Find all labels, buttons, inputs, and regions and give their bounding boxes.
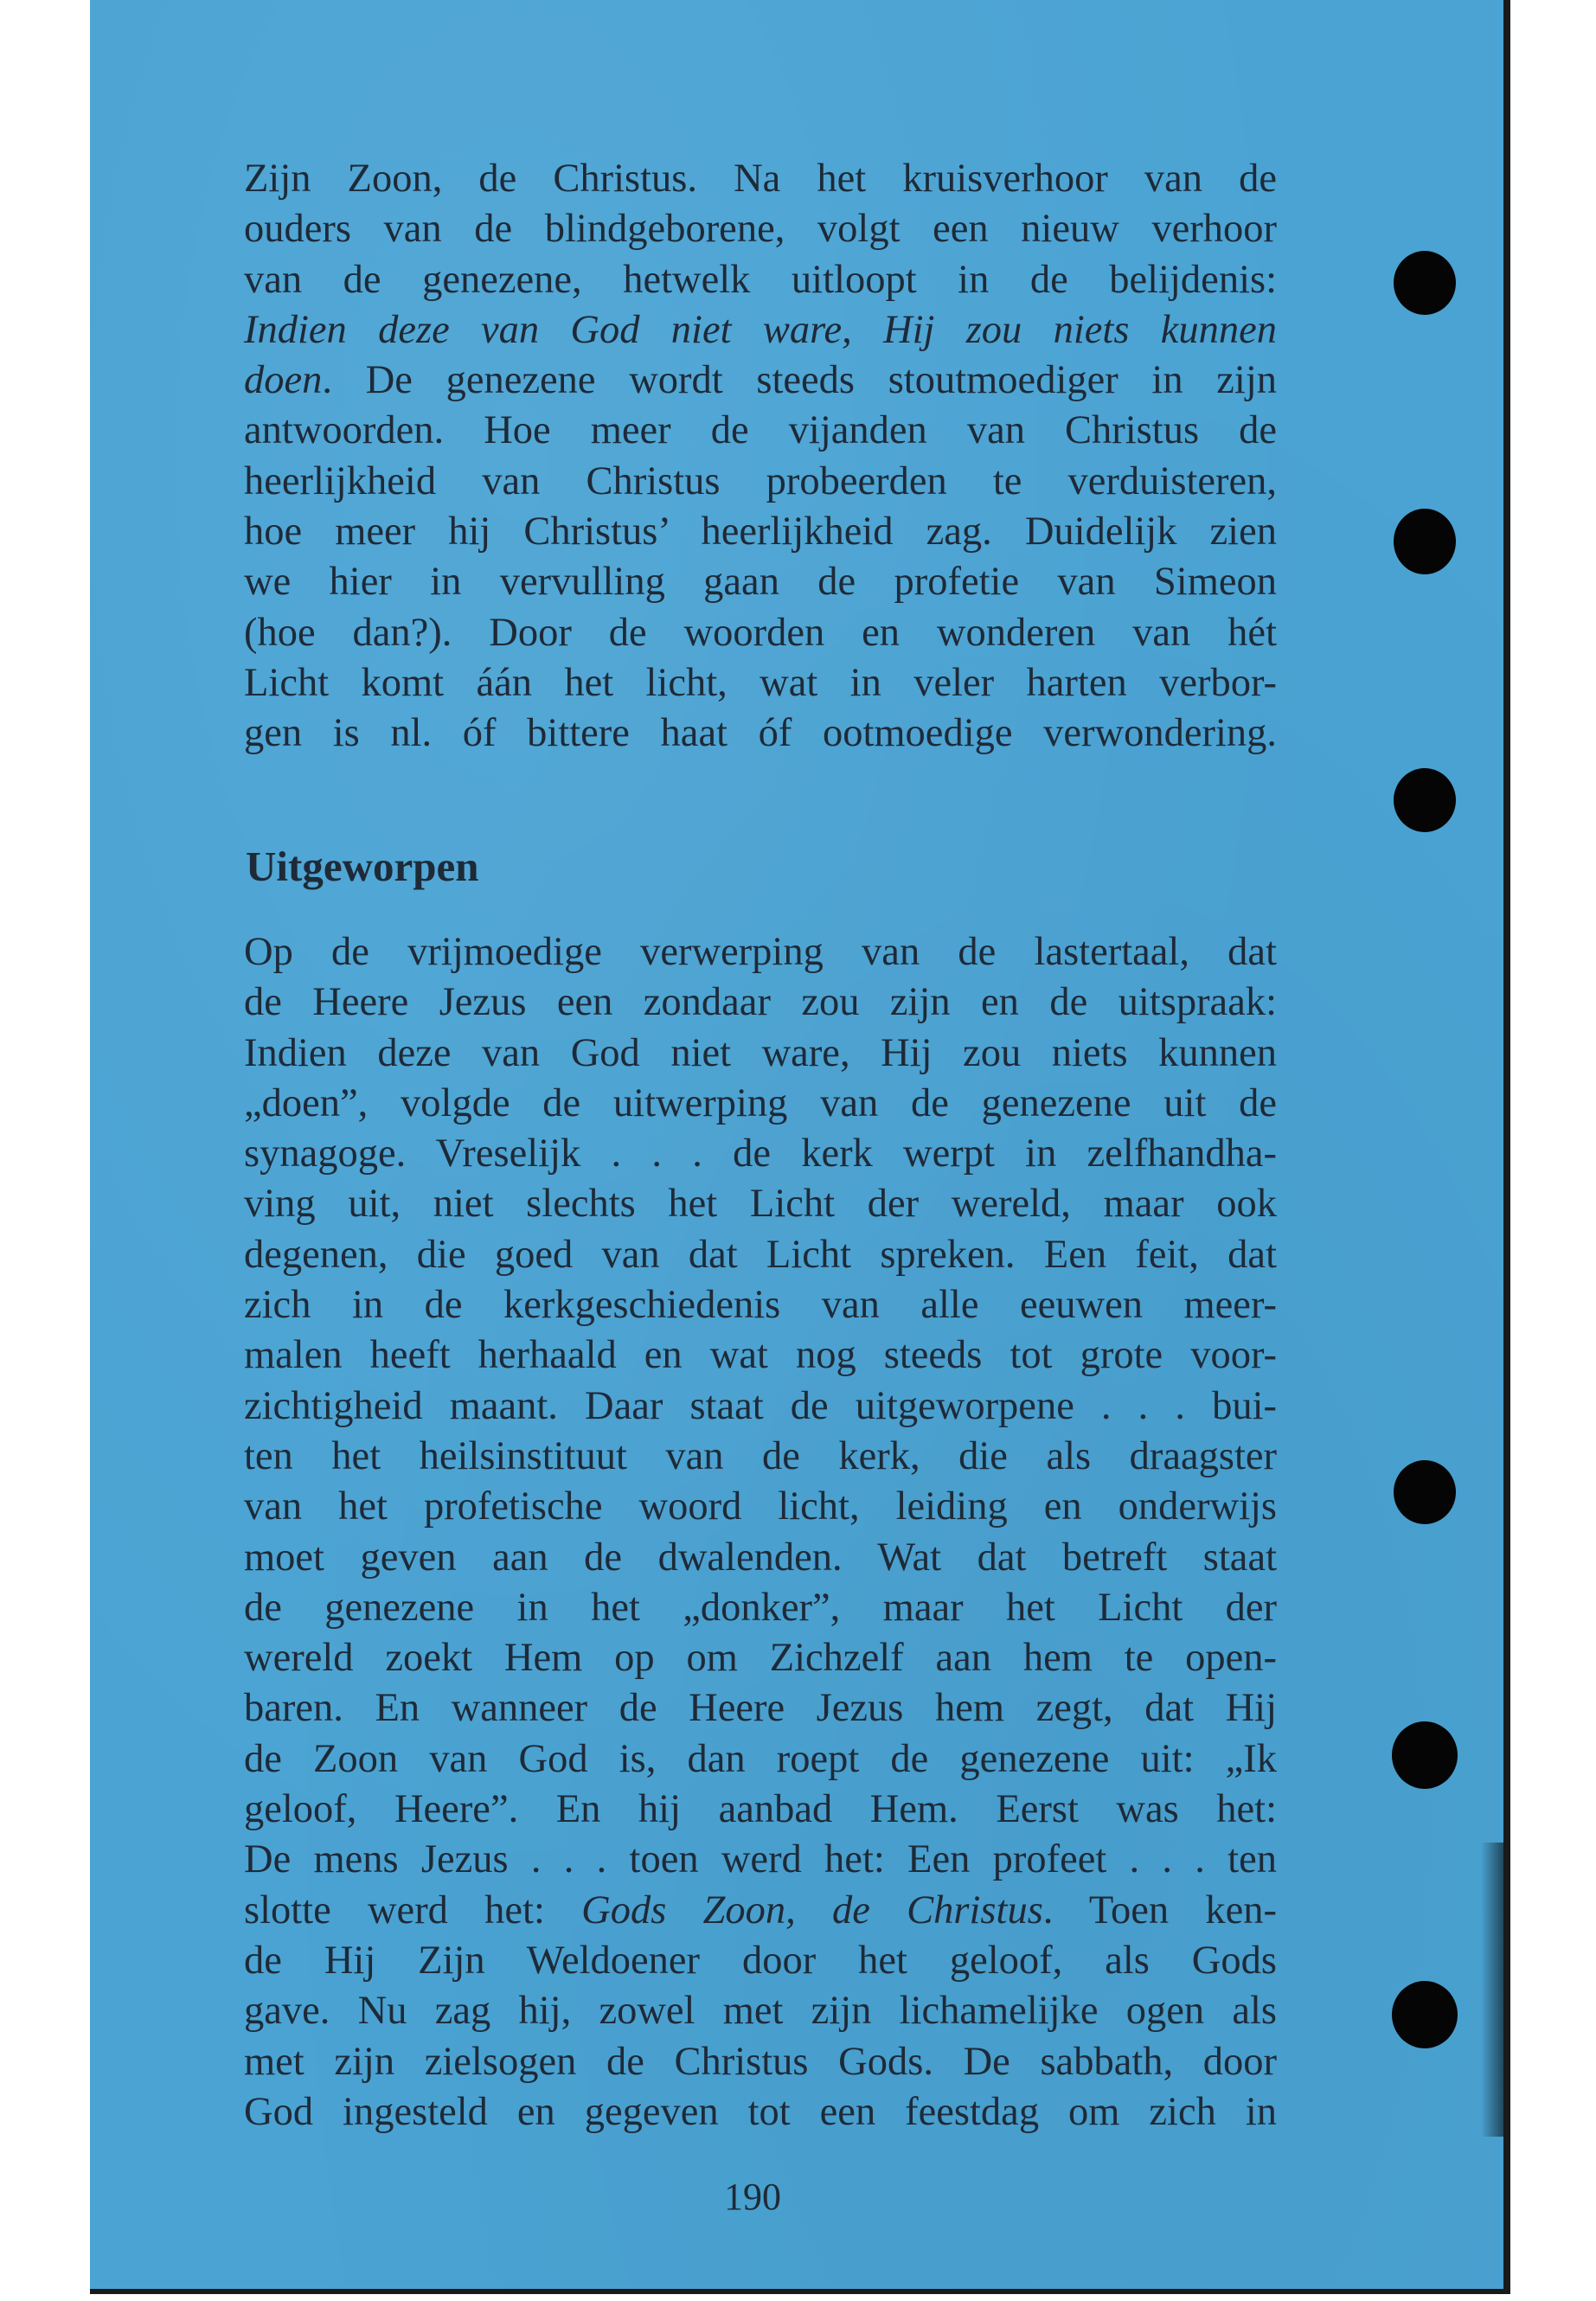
- plain-text: slotte werd het:: [244, 1888, 582, 1932]
- text-line: baren. En wanneer de Heere Jezus hem zegt, dat Hij: [244, 1686, 1277, 1731]
- binder-hole: [1394, 768, 1456, 832]
- text-line: wereld zoekt Hem op om Zichzelf aan hem te open-: [244, 1636, 1277, 1681]
- text-line: moet geven aan de dwalenden. Wat dat betreft staat: [244, 1535, 1277, 1580]
- text-line-mixed: [244, 1886, 1277, 1936]
- text-line: heerlijkheid van Christus probeerden te verduisteren,: [244, 458, 1277, 503]
- text-line: antwoorden. Hoe meer de vijanden van Christus de: [244, 408, 1277, 453]
- binder-hole: [1392, 1721, 1458, 1789]
- text-line-mixed: [244, 356, 1277, 406]
- text-line: Zijn Zoon, de Christus. Na het kruisverhoor van de: [244, 157, 1277, 201]
- text-line: ouders van de blindgeborene, volgt een nieuw verhoor: [244, 207, 1277, 252]
- text-line: ten het heilsinstituut van de kerk, die als draagster: [244, 1433, 1277, 1478]
- text-line: zichtigheid maant. Daar staat de uitgeworpene . . . bui-: [244, 1383, 1277, 1428]
- text-line: gen is nl. óf bittere haat óf ootmoedige verwondering.: [244, 711, 1277, 756]
- text-line: de genezene in het „donker”, maar het Licht der: [244, 1585, 1277, 1630]
- text-line: gave. Nu zag hij, zowel met zijn lichamelijke ogen als: [244, 1989, 1277, 2034]
- text-line: synagoge. Vreselijk . . . de kerk werpt in zelfhandha-: [244, 1131, 1277, 1176]
- page-shadow: [1481, 1843, 1503, 2137]
- text-line: de Hij Zijn Weldoener door het geloof, als Gods: [244, 1938, 1277, 1983]
- paragraph-1: [244, 154, 1277, 760]
- text-line: God ingesteld en gegeven tot een feestdag om zich in: [244, 2089, 1277, 2134]
- text-line: van het profetische woord licht, leiding en onderwijs: [244, 1484, 1277, 1529]
- text-line: degenen, die goed van dat Licht spreken. Een feit, dat: [244, 1232, 1277, 1277]
- italic-text: doen: [244, 358, 323, 403]
- text-line-italic: [244, 305, 1277, 356]
- text-line: Op de vrijmoedige verwerping van de lastertaal, dat: [244, 930, 1277, 974]
- binder-hole: [1392, 1981, 1458, 2048]
- text-line: zich in de kerkgeschiedenis van alle eeuwen meer-: [244, 1283, 1277, 1328]
- text-line: (hoe dan?). Door de woorden en wonderen van hét: [244, 610, 1277, 655]
- text-line: hoe meer hij Christus’ heerlijkheid zag. Duidelijk zien: [244, 510, 1277, 554]
- italic-text: Indien deze van God niet ware, Hij zou niets kunnen: [244, 307, 1277, 352]
- text-line: ving uit, niet slechts het Licht der wereld, maar ook: [244, 1182, 1277, 1227]
- text-line: van de genezene, hetwelk uitloopt in de belijdenis:: [244, 257, 1277, 302]
- text-line: de Heere Jezus een zondaar zou zijn en de uitspraak:: [244, 980, 1277, 1025]
- binder-hole: [1394, 509, 1456, 574]
- text-line: „doen”, volgde de uitwerping van de genezene uit de: [244, 1080, 1277, 1125]
- section-heading: Uitgeworpen: [246, 843, 479, 890]
- paragraph-2: [244, 927, 1277, 2138]
- text-line: geloof, Heere”. En hij aanbad Hem. Eerst was het:: [244, 1787, 1277, 1832]
- text-line: Indien deze van God niet ware, Hij zou niets kunnen: [244, 1030, 1277, 1075]
- plain-text: . Toen ken-: [1042, 1888, 1277, 1932]
- page-edge-right: [1503, 0, 1510, 2292]
- text-line: we hier in vervulling gaan de profetie van Simeon: [244, 560, 1277, 605]
- plain-text: . De genezene wordt steeds stoutmoediger in zijn: [322, 358, 1277, 403]
- binder-hole: [1394, 251, 1456, 315]
- text-line: de Zoon van God is, dan roept de genezene uit: „Ik: [244, 1736, 1277, 1781]
- text-line: met zijn zielsogen de Christus Gods. De sabbath, door: [244, 2039, 1277, 2084]
- page-edge-bottom: [90, 2289, 1510, 2294]
- text-line: malen heeft herhaald en wat nog steeds tot grote voor-: [244, 1333, 1277, 1378]
- italic-text: Gods Zoon, de Christus: [581, 1888, 1043, 1932]
- text-line: Licht komt áán het licht, wat in veler harten verbor-: [244, 660, 1277, 705]
- binder-hole: [1394, 1460, 1456, 1524]
- page-number: 190: [724, 2176, 781, 2218]
- text-line: De mens Jezus . . . toen werd het: Een profeet . . . ten: [244, 1837, 1277, 1882]
